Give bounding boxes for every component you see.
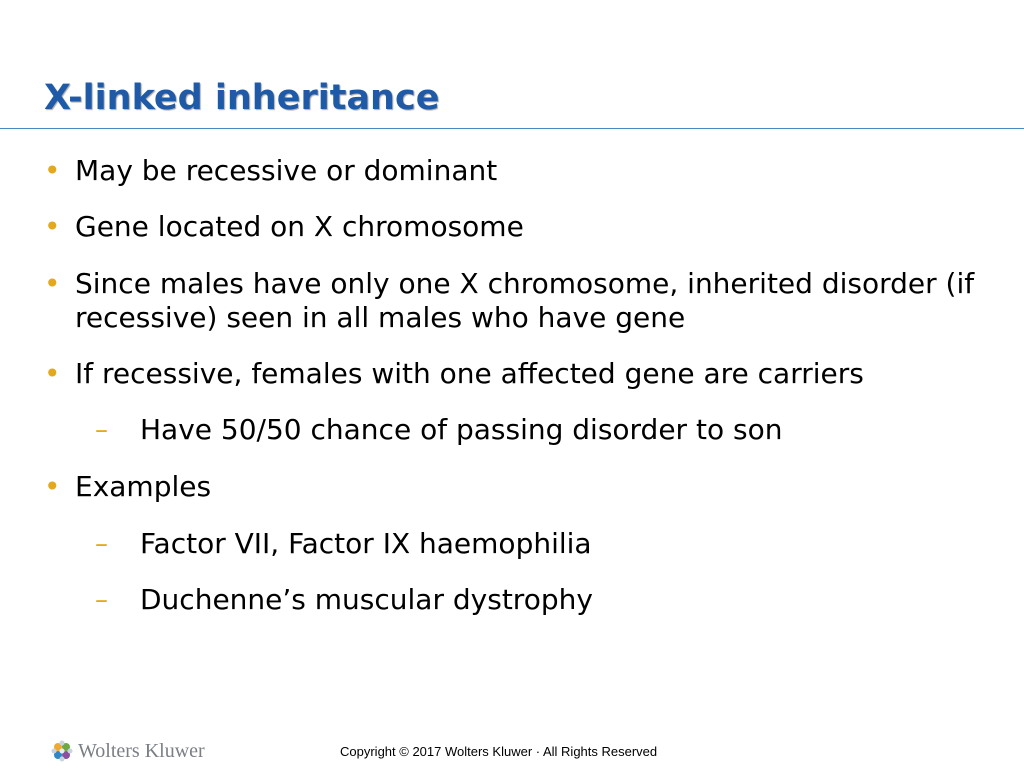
bullet-item (44, 154, 984, 188)
bullet-marker: • (44, 357, 61, 390)
bullet-item (44, 267, 984, 335)
bullet-text: Since males have only one X chromosome, inherited disorder (if recessive) seen in all males who have gene (75, 267, 975, 334)
sub-bullet-text: Factor VII, Factor IX haemophilia (140, 527, 592, 560)
copyright-notice: Copyright © 2017 Wolters Kluwer · All Rights Reserved (340, 744, 658, 759)
bullet-text: If recessive, females with one affected gene are carriers (75, 357, 864, 390)
slide-title: X-linked inheritance (44, 78, 440, 118)
bullet-item (44, 210, 984, 244)
bullet-item (44, 470, 984, 504)
sub-bullet-item (95, 413, 975, 447)
sub-bullet-marker: – (95, 415, 108, 445)
sub-bullet-item (95, 527, 975, 561)
wolters-kluwer-logo-icon (50, 739, 74, 763)
bullet-marker: • (44, 210, 61, 243)
sub-bullet-text: Duchenne’s muscular dystrophy (140, 583, 593, 616)
bullet-item (44, 357, 984, 391)
logo-text: Wolters Kluwer (78, 739, 205, 762)
bullet-text: May be recessive or dominant (75, 154, 498, 187)
bullet-marker: • (44, 267, 61, 300)
sub-bullet-marker: – (95, 585, 108, 615)
bullet-text: Examples (75, 470, 212, 503)
bullet-marker: • (44, 470, 61, 503)
footer-logo (50, 738, 205, 764)
bullet-text: Gene located on X chromosome (75, 210, 524, 243)
sub-bullet-text: Have 50/50 chance of passing disorder to son (140, 413, 783, 446)
bullet-marker: • (44, 154, 61, 187)
sub-bullet-item (95, 583, 975, 617)
sub-bullet-marker: – (95, 529, 108, 559)
title-divider (0, 128, 1024, 129)
